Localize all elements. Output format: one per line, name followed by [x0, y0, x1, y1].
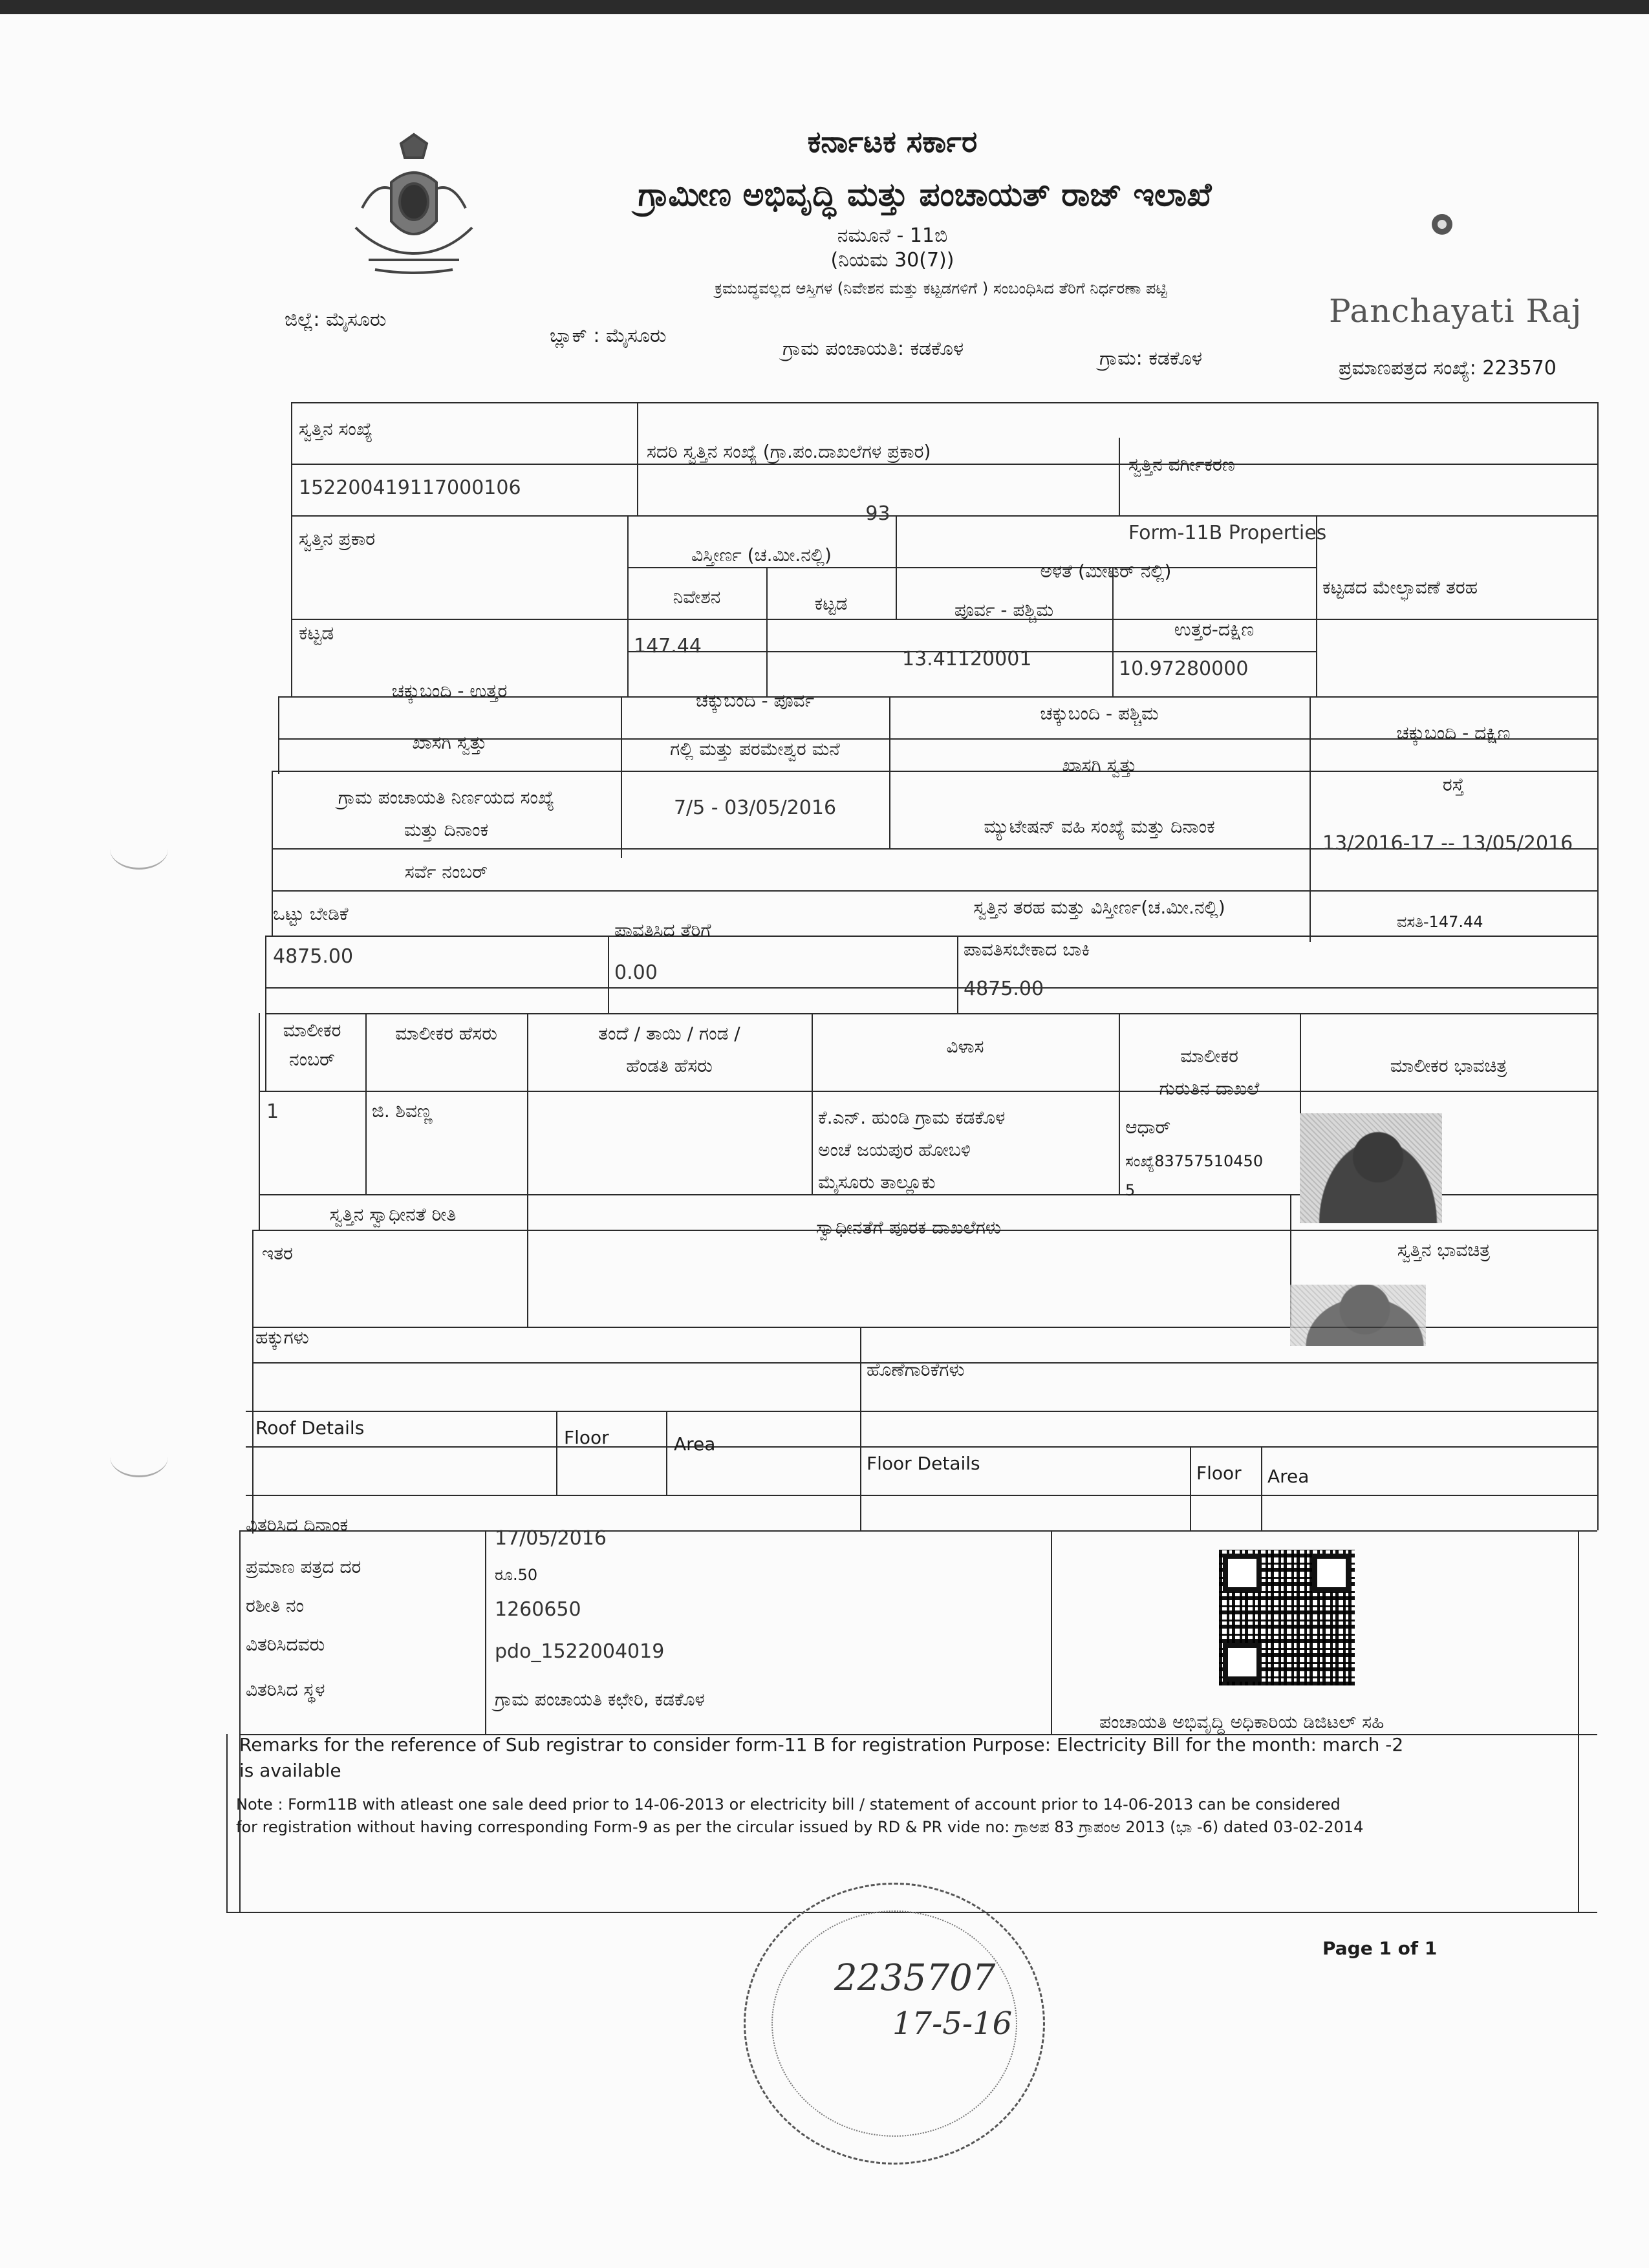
- roof-details-label: Roof Details: [255, 1417, 365, 1439]
- owner-id-line-3: 5: [1125, 1181, 1136, 1199]
- property-nature-label: ಸ್ವತ್ತಿನ ತರಹ ಮತ್ತು ವಿಸ್ತೀರ್ಣ(ಚ.ಮೀ.ನಲ್ಲಿ): [973, 897, 1225, 918]
- resolution-label-line2: ಮತ್ತು ದಿನಾಂಕ: [404, 819, 489, 840]
- tax-paid-value: 0.00: [614, 961, 658, 984]
- east-west-value: 13.41120001: [902, 648, 1032, 670]
- receipt-label: ರಶೀತಿ ನಂ: [246, 1595, 304, 1616]
- property-photo-label: ಸ್ವತ್ತಿನ ಭಾವಚಿತ್ರ: [1397, 1239, 1491, 1261]
- form-description: ಕ್ರಮಬದ್ಧವಲ್ಲದ ಆಸ್ತಿಗಳ (ನಿವೇಶನ ಮತ್ತು ಕಟ್ಟಡಗಳಿಗೆ ) ಸಂಬಂಧಿಸಿದ ತೆರಿಗೆ ನಿರ್ಧರಣಾ ಪಟ್ಟಿ: [715, 279, 1167, 297]
- property-type-value: ಕಟ್ಟಡ: [299, 622, 334, 645]
- boundary-south-label: ಚಕ್ಕುಬಂದಿ - ದಕ್ಷಿಣ: [1396, 722, 1511, 744]
- karnataka-emblem-icon: [336, 131, 491, 286]
- qr-code-icon: [1219, 1550, 1355, 1685]
- boundary-south-value: ರಸ್ತೆ: [1442, 774, 1465, 795]
- classification-value: Form-11B Properties: [1128, 522, 1327, 544]
- floor-floor-label: Floor: [1196, 1462, 1242, 1484]
- form-name: ನಮೂನೆ - 11ಬಿ: [837, 224, 948, 247]
- department-title: ಗ್ರಾಮೀಣ ಅಭಿವೃದ್ಧಿ ಮತ್ತು ಪಂಚಾಯತ್ ರಾಜ್ ಇಲಾಖೆ: [638, 176, 1212, 213]
- balance-value: 4875.00: [964, 978, 1044, 1000]
- tax-paid-label: ಪಾವತಿಸಿದ ತೆರಿಗೆ: [614, 919, 711, 941]
- fee-label: ಪ್ರಮಾಣ ಪತ್ರದ ದರ: [246, 1556, 361, 1578]
- property-type-label: ಸ್ವತ್ತಿನ ಪ್ರಕಾರ: [299, 528, 376, 550]
- village: ಗ್ರಾಮ: ಕಡಕೊಳ: [1099, 347, 1203, 370]
- handwritten-date: 17-5-16: [892, 2006, 1013, 2042]
- sadari-number-label: ಸದರಿ ಸ್ವತ್ತಿನ ಸಂಖ್ಯೆ (ಗ್ರಾ.ಪಂ.ದಾಖಲೆಗಳ ಪ್ರಕಾರ): [647, 441, 931, 462]
- certificate-number: ಪ್ರಮಾಣಪತ್ರದ ಸಂಖ್ಯೆ: 223570: [1339, 357, 1557, 380]
- block: ಬ್ಲಾಕ್ : ಮೈಸೂರು: [550, 325, 667, 347]
- roof-type-label: ಕಟ್ಟಡದ ಮೇಲ್ಛಾವಣೆ ತರಹ: [1322, 577, 1478, 598]
- punch-hole: [110, 1437, 168, 1477]
- address-label: ವಿಳಾಸ: [946, 1036, 984, 1057]
- owner-id-line-1: ಆಧಾರ್: [1125, 1117, 1171, 1138]
- north-south-label: ಉತ್ತರ-ದಕ್ಷಿಣ: [1174, 619, 1255, 640]
- balance-label: ಪಾವತಿಸಬೇಕಾದ ಬಾಕಿ: [964, 939, 1090, 960]
- resolution-value: 7/5 - 03/05/2016: [673, 797, 837, 819]
- punch-hole: [110, 829, 168, 870]
- district: ಜಿಲ್ಲೆ: ಮೈಸೂರು: [285, 308, 387, 331]
- document-page: [0, 14, 1649, 2268]
- owner-photo-label: ಮಾಲೀಕರ ಭಾವಚಿತ್ರ: [1390, 1055, 1507, 1076]
- page-number: Page 1 of 1: [1322, 1938, 1438, 1959]
- owner-id-label-2: ಗುರುತಿನ ದಾಖಲೆ: [1159, 1078, 1260, 1099]
- government-title: ಕರ್ನಾಟಕ ಸರ್ಕಾರ: [807, 124, 978, 159]
- total-demand-label: ಒಟ್ಟು ಬೇಡಿಕೆ: [273, 903, 349, 925]
- receipt-value: 1260650: [495, 1598, 581, 1621]
- address-line-1: ಕೆ.ಎನ್. ಹುಂಡಿ ಗ್ರಾಮ ಕಡಕೊಳ: [818, 1107, 1006, 1128]
- issue-place-label: ವಿತರಿಸಿದ ಸ್ಥಳ: [246, 1679, 325, 1700]
- parent-name-label-2: ಹೆಂಡತಿ ಹೆಸರು: [626, 1055, 713, 1076]
- issuer-label: ವಿತರಿಸಿದವರು: [246, 1634, 325, 1655]
- north-south-value: 10.97280000: [1119, 658, 1249, 680]
- classification-label: ಸ್ವತ್ತಿನ ವರ್ಗೀಕರಣ: [1128, 454, 1235, 475]
- mutation-value: 13/2016-17 -- 13/05/2016: [1322, 832, 1573, 855]
- boundary-west-label: ಚಕ್ಕುಬಂದಿ - ಪಶ್ಚಿಮ: [1040, 703, 1159, 724]
- property-photo: [1290, 1285, 1426, 1346]
- roof-area-label: Area: [674, 1433, 716, 1455]
- address-line-3: ಮೈಸೂರು ತಾಲ್ಲೂಕು: [818, 1171, 936, 1193]
- resolution-label-line1: ಗ್ರಾಮ ಪಂಚಾಯತಿ ನಿರ್ಣಯದ ಸಂಖ್ಯೆ: [338, 787, 555, 808]
- note-line-1: Note : Form11B with atleast one sale deed prior to 14-06-2013 or electricity bill / statement of account prior to 14-06-2013 can be considered: [236, 1795, 1341, 1813]
- rule-ref: (ನಿಯಮ 30(7)): [830, 249, 954, 272]
- issue-date-value: 17/05/2016: [495, 1527, 607, 1550]
- area-label: ವಿಸ್ತೀರ್ಣ (ಚ.ಮೀ.ನಲ್ಲಿ): [691, 544, 832, 566]
- floor-area-label: Area: [1267, 1466, 1310, 1487]
- seal-icon: [1426, 208, 1458, 241]
- remarks-line-2: is available: [239, 1760, 341, 1781]
- address-line-2: ಅಂಚೆ ಜಯಪುರ ಹೋಬಳಿ: [818, 1139, 971, 1161]
- total-demand-value: 4875.00: [273, 945, 354, 968]
- survey-number-label: ಸರ್ವೆ ನಂಬರ್: [404, 861, 488, 883]
- boundary-east-label: ಚಕ್ಕುಬಂದಿ - ಪೂರ್ವ: [695, 690, 815, 711]
- parent-name-label-1: ತಂದೆ / ತಾಯಿ / ಗಂಡ /: [598, 1023, 740, 1044]
- issue-date-label: ವಿತರಿಸಿದ ದಿನಾಂಕ: [246, 1514, 349, 1535]
- note-line-2: for registration without having corresponding Form-9 as per the circular issued by RD & PR vide no: ಗ್ರಾಅಪ 83 ಗ್ರಾಪಂಅ 2013 (ಭಾ -6) dated 03-02-2014: [236, 1818, 1364, 1836]
- roof-floor-label: Floor: [564, 1427, 609, 1448]
- ownership-mode-value: ಇತರ: [262, 1243, 293, 1264]
- measurement-label: ಅಳತೆ (ಮೀಟರ್ ನಲ್ಲಿ): [1040, 561, 1172, 582]
- owner-id-line-2: ಸಂಖ್ಯೆ83757510450: [1125, 1152, 1264, 1170]
- property-number-value: 152200419117000106: [299, 476, 521, 499]
- floor-details-label: Floor Details: [867, 1453, 980, 1474]
- issuer-value: pdo_1522004019: [495, 1640, 665, 1663]
- scan-top-edge: [0, 0, 1649, 14]
- remarks-line-1: Remarks for the reference of Sub registrar to consider form-11 B for registration Purpose: Electricity Bill for the month: march -2: [239, 1734, 1404, 1755]
- sadari-number-value: 93: [865, 502, 890, 525]
- owner-number-label-2: ನಂಬರ್: [289, 1049, 335, 1070]
- boundary-north-value: ಖಾಸಗಿ ಸ್ವತ್ತು: [412, 732, 487, 753]
- owner-number-label-1: ಮಾಲೀಕರ: [283, 1020, 341, 1041]
- east-west-label: ಪೂರ್ವ - ಪಶ್ಚಿಮ: [954, 599, 1054, 621]
- owner-photo: [1300, 1113, 1442, 1223]
- rights-label: ಹಕ್ಕುಗಳು: [255, 1327, 309, 1348]
- boundary-east-value: ಗಲ್ಲಿ ಮತ್ತು ಪರಮೇಶ್ವರ ಮನೆ: [670, 738, 840, 760]
- gram-panchayat: ಗ್ರಾಮ ಪಂಚಾಯತಿ: ಕಡಕೊಳ: [782, 337, 964, 360]
- owner-id-label-1: ಮಾಲೀಕರ: [1180, 1045, 1238, 1067]
- ownership-docs-label: ಸ್ವಾಧೀನತೆಗೆ ಪೂರಕ ದಾಖಲೆಗಳು: [816, 1217, 1001, 1238]
- digital-signature-label: ಪಂಚಾಯತಿ ಅಭಿವೃದ್ಧಿ ಅಧಿಕಾರಿಯ ಡಿಜಿಟಲ್ ಸಹಿ: [1099, 1711, 1385, 1733]
- building-label: ಕಟ್ಟಡ: [814, 593, 848, 614]
- mutation-label: ಮ್ಯುಟೇಷನ್ ವಹಿ ಸಂಖ್ಯೆ ಮತ್ತು ದಿನಾಂಕ: [984, 816, 1215, 837]
- liabilities-label: ಹೊಣೆಗಾರಿಕೆಗಳು: [867, 1359, 965, 1380]
- site-area-value: 147.44: [634, 635, 702, 658]
- issue-place-value: ಗ್ರಾಮ ಪಂಚಾಯತಿ ಕಛೇರಿ, ಕಡಕೊಳ: [495, 1689, 705, 1710]
- property-number-label: ಸ್ವತ್ತಿನ ಸಂಖ್ಯೆ: [299, 418, 373, 440]
- handwritten-number: 2235707: [834, 1957, 996, 1999]
- fee-value: ರೂ.50: [495, 1566, 538, 1584]
- boundary-north-label: ಚಕ್ಕುಬಂದಿ - ಉತ್ತರ: [391, 680, 508, 701]
- owner-number-value: 1: [266, 1100, 279, 1123]
- boundary-west-value: ಖಾಸಗಿ ಸ್ವತ್ತು: [1062, 754, 1137, 776]
- ownership-mode-label: ಸ್ವತ್ತಿನ ಸ್ವಾಧೀನತೆ ರೀತಿ: [329, 1204, 457, 1225]
- owner-name-label: ಮಾಲೀಕರ ಹೆಸರು: [395, 1023, 497, 1044]
- property-nature-value: ವಸತಿ-147.44: [1397, 913, 1483, 931]
- panchayati-raj-logo: Panchayati Raj: [1329, 292, 1582, 330]
- site-label: ನಿವೇಶನ: [673, 586, 721, 608]
- owner-name-value: ಜಿ. ಶಿವಣ್ಣ: [372, 1100, 433, 1122]
